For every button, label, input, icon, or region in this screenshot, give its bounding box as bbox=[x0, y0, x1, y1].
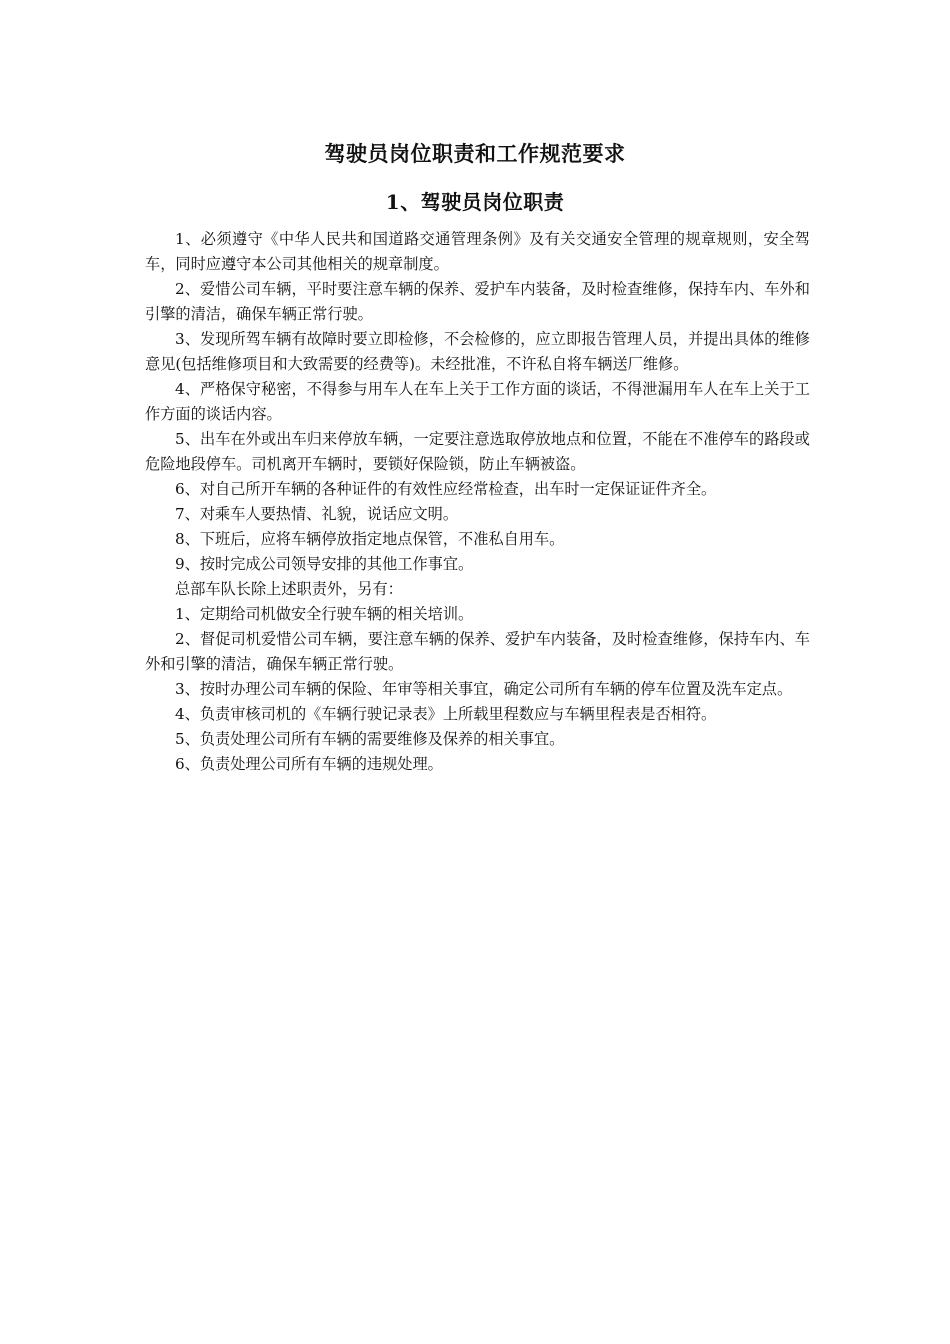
paragraph: 3、发现所驾车辆有故障时要立即检修，不会检修的，应立即报告管理人员，并提出具体的维修意见(包括维修项目和大致需要的经费等)。未经批准，不许私自将车辆送厂维修。 bbox=[145, 330, 810, 373]
paragraph: 6、对自己所开车辆的各种证件的有效性应经常检查，出车时一定保证证件齐全。 bbox=[175, 480, 717, 498]
paragraph: 2、督促司机爱惜公司车辆，要注意车辆的保养、爱护车内装备，及时检查维修，保持车内、车外和引擎的清洁，确保车辆正常行驶。 bbox=[145, 630, 810, 673]
paragraph: 9、按时完成公司领导安排的其他工作事宜。 bbox=[175, 555, 474, 573]
paragraph: 4、严格保守秘密，不得参与用车人在车上关于工作方面的谈话，不得泄漏用车人在车上关于工作方面的谈话内容。 bbox=[145, 380, 810, 423]
paragraph: 8、下班后，应将车辆停放指定地点保管，不准私自用车。 bbox=[175, 530, 565, 548]
paragraph: 6、负责处理公司所有车辆的违规处理。 bbox=[175, 755, 443, 773]
paragraph: 5、出车在外或出车归来停放车辆，一定要注意选取停放地点和位置，不能在不准停车的路段或危险地段停车。司机离开车辆时，要锁好保险锁，防止车辆被盗。 bbox=[145, 430, 810, 473]
paragraph: 1、定期给司机做安全行驶车辆的相关培训。 bbox=[175, 605, 474, 623]
paragraph: 1、必须遵守《中华人民共和国道路交通管理条例》及有关交通安全管理的规章规则，安全驾车，同时应遵守本公司其他相关的规章制度。 bbox=[145, 230, 810, 273]
paragraph: 7、对乘车人要热情、礼貌，说话应文明。 bbox=[175, 505, 459, 523]
paragraph: 5、负责处理公司所有车辆的需要维修及保养的相关事宜。 bbox=[175, 730, 565, 748]
paragraph: 4、负责审核司机的《车辆行驶记录表》上所载里程数应与车辆里程表是否相符。 bbox=[175, 705, 717, 723]
paragraph: 3、按时办理公司车辆的保险、年审等相关事宜，确定公司所有车辆的停车位置及洗车定点。 bbox=[175, 680, 793, 698]
paragraph: 2、爱惜公司车辆，平时要注意车辆的保养、爱护车内装备，及时检查维修，保持车内、车外和引擎的清洁，确保车辆正常行驶。 bbox=[145, 280, 810, 323]
document-title: 驾驶员岗位职责和工作规范要求 bbox=[324, 141, 626, 166]
document-body bbox=[145, 227, 810, 777]
paragraph: 总部车队长除上述职责外，另有： bbox=[175, 580, 403, 598]
section-title: 1、驾驶员岗位职责 bbox=[385, 190, 565, 214]
